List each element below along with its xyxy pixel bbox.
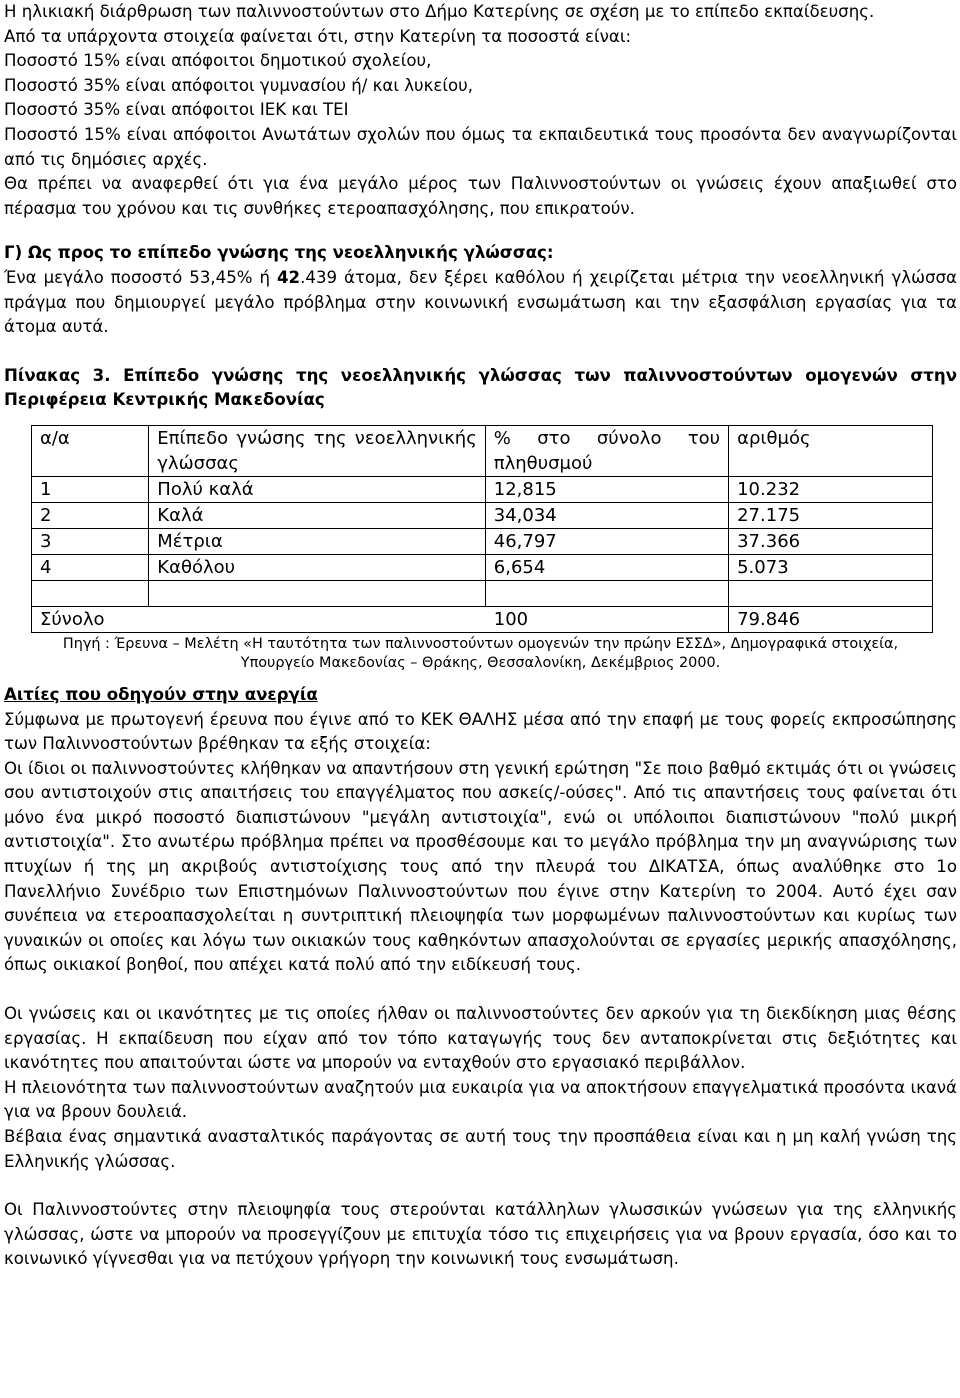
intro-paragraph-7: Θα πρέπει να αναφερθεί ότι για ένα μεγάλο μέρος των Παλιννοστούντων οι γνώσεις έχουν απαξιωθεί στο πέρασμα του χρόνου και τις συνθήκες ετεροαπασχόλησης, που επικρατούν. (4, 174, 957, 218)
table-row (32, 528, 933, 554)
intro-paragraph-1: Η ηλικιακή διάρθρωση των παλιννοστούντων στο Δήμο Κατερίνης σε σχέση με το επίπεδο εκπαίδευσης. (4, 2, 875, 21)
header-cell-level: Επίπεδο γνώσης της νεοελληνικής γλώσσας (149, 425, 486, 476)
header-cell-count: αριθμός (729, 425, 933, 476)
section-g-text-start: Ένα μεγάλο ποσοστό 53,45% ή (4, 267, 278, 287)
cell-no: 4 (32, 554, 149, 580)
cell-no: 1 (32, 476, 149, 502)
total-label: Σύνολο (32, 606, 486, 632)
total-percent: 100 (485, 606, 728, 632)
header-cell-percent: % στο σύνολο του πληθυσμού (485, 425, 728, 476)
table-header-row (32, 425, 933, 476)
cell-percent: 34,034 (485, 502, 728, 528)
table-source-note (4, 635, 957, 673)
cell-level: Μέτρια (149, 528, 486, 554)
source-line-1: Πηγή : Έρευνα – Μελέτη «Η ταυτότητα των παλιννοστούντων ομογενών την πρώην ΕΣΣΔ», Δημογραφικά στοιχεία, (62, 635, 899, 652)
table-empty-row (32, 580, 933, 606)
intro-paragraph-5: Ποσοστό 35% είναι απόφοιτοι ΙΕΚ και ΤΕΙ (4, 100, 349, 120)
language-level-table (31, 425, 933, 633)
table-row (32, 476, 933, 502)
causes-paragraph-4: Η πλειονότητα των παλιννοστούντων αναζητούν μια ευκαιρία για να αποκτήσουν επαγγελματικά προσόντα ικανά για να βρουν δουλειά. (4, 1077, 957, 1122)
cell-level: Καθόλου (149, 554, 486, 580)
cell-percent: 46,797 (485, 528, 728, 554)
section-g-text (4, 266, 957, 340)
causes-paragraph-1: Σύμφωνα με πρωτογενή έρευνα που έγινε από το ΚΕΚ ΘΑΛΗΣ μέσα από την επαφή με τους φορείς εκπροσώπησης των Παλιννοστούντων βρέθηκαν τα εξής στοιχεία: (4, 709, 957, 754)
table-row (32, 502, 933, 528)
cell-count: 10.232 (729, 476, 933, 502)
causes-title: Αιτίες που οδηγούν στην ανεργία (4, 684, 318, 704)
cell-count: 37.366 (729, 528, 933, 554)
cell-count: 5.073 (729, 554, 933, 580)
spacer (4, 1174, 957, 1198)
table-caption-rest: Επίπεδο γνώσης της νεοελληνικής γλώσσας των παλιννοστούντων ομογενών στην Περιφέρεια Κεντρικής Μακεδονίας (4, 365, 957, 410)
cell-count: 27.175 (729, 502, 933, 528)
spacer (4, 221, 957, 241)
table-caption (4, 364, 957, 413)
cell-level: Πολύ καλά (149, 476, 486, 502)
cell-level: Καλά (149, 502, 486, 528)
section-g-title: Γ) Ως προς το επίπεδο γνώσης της νεοελληνικής γλώσσας: (4, 243, 554, 263)
table-row (32, 554, 933, 580)
cell-percent: 6,654 (485, 554, 728, 580)
causes-paragraph-5: Βέβαια ένας σημαντικά ανασταλτικός παράγοντας σε αυτή τους την προσπάθεια είναι και η μη καλή γνώση της Ελληνικής γλώσσας. (4, 1127, 957, 1171)
spacer (4, 340, 957, 364)
causes-paragraph-6: Οι Παλιννοστούντες στην πλειοψηφία τους στερούνται κατάλληλων γλωσσικών γνώσεων για της ελληνικής γλώσσας, ώστε να μπορούν να προσεγγίζουν με επιτυχία τόσο τις επιχειρήσεις για να βρουν εργασία, όσο και το κοινωνικό γίγνεσθαι για να πετύχουν γρήγορη την κοινωνική τους ενσωμάτωση. (4, 1200, 957, 1269)
cell-percent: 12,815 (485, 476, 728, 502)
intro-paragraph-6: Ποσοστό 15% είναι απόφοιτοι Ανωτάτων σχολών που όμως τα εκπαιδευτικά τους προσόντα δεν αναγνωρίζονται από τις δημόσιες αρχές. (4, 124, 957, 169)
intro-paragraph-4: Ποσοστό 35% είναι απόφοιτοι γυμνασίου ή/ και λυκείου, (4, 75, 474, 95)
source-line-2: Υπουργείο Μακεδονίας – Θράκης, Θεσσαλονίκη, Δεκέμβριος 2000. (240, 654, 721, 671)
section-g-text-bold: 42 (277, 267, 301, 287)
header-cell-no: α/α (32, 425, 149, 476)
cell-no: 2 (32, 502, 149, 528)
table-total-row (32, 606, 933, 632)
table-caption-prefix: Πίνακας 3. (4, 365, 111, 385)
total-count: 79.846 (729, 606, 933, 632)
causes-paragraph-2: Οι ίδιοι οι παλιννοστούντες κλήθηκαν να απαντήσουν στη γενική ερώτηση "Σε ποιο βαθμό εκτιμάς ότι οι γνώσεις σου αντιστοιχούν στις απαιτήσεις του επαγγέλματος που ασκείς/-ούσες". Από τις απαντήσεις τους φαίνεται ότι μόνο ένα μικρό ποσοστό διαπιστώνουν "μεγάλη αντιστοιχία", ενώ οι υπόλοιποι διαπιστώνουν "πολύ μικρή αντιστοιχία". Στο ανωτέρω πρόβλημα πρέπει να προσθέσουμε και το μεγάλο πρόβλημα την μη αναγνώρισης των πτυχίων ή της μη ακριβούς αντιστοίχισης τους από την πλευρά του ΔΙΚΑΤΣΑ, όπως αναλύθηκε στο 1ο Πανελλήνιο Συνέδριο των Επιστημόνων Παλιννοστούντων που έγινε στην Κατερίνη το 2004. Αυτό έχει σαν συνέπεια να ετεροαπασχολείται η συντριπτική πλειοψηφία των μορφωμένων παλιννοστούντων και κυρίως των γυναικών οι οποίες και λόγω των οικιακών τους καθηκόντων απασχολούνται σε εργασίες μερικής απασχόλησης, όπως οικιακοί βοηθοί, που απέχει κατά πολύ από την ειδίκευσή τους. (4, 758, 957, 975)
causes-paragraph-3: Οι γνώσεις και οι ικανότητες με τις οποίες ήλθαν οι παλιννοστούντες δεν αρκούν για τη διεκδίκηση μιας θέσης εργασίας. Η εκπαίδευση που είχαν από τον τόπο καταγωγής τους δεν ανταποκρίνεται στις δεξιότητες και ικανότητες που απαιτούνται ώστε να μπορούν να ενταχθούν στο εργασιακό περιβάλλον. (4, 1004, 957, 1073)
spacer (4, 978, 957, 1002)
intro-paragraph-2: Από τα υπάρχοντα στοιχεία φαίνεται ότι, στην Κατερίνη τα ποσοστά είναι: (4, 26, 632, 46)
intro-paragraph-3: Ποσοστό 15% είναι απόφοιτοι δημοτικού σχολείου, (4, 51, 432, 71)
cell-no: 3 (32, 528, 149, 554)
section-g-text-end: .439 άτομα, δεν ξέρει καθόλου ή χειρίζεται μέτρια την νεοελληνική γλώσσα πράγμα που δημιουργεί μεγάλο πρόβλημα στην κοινωνική ενσωμάτωση και την εξασφάλιση εργασίας για τα άτομα αυτά. (4, 267, 957, 337)
language-level-table-wrapper (31, 425, 933, 633)
